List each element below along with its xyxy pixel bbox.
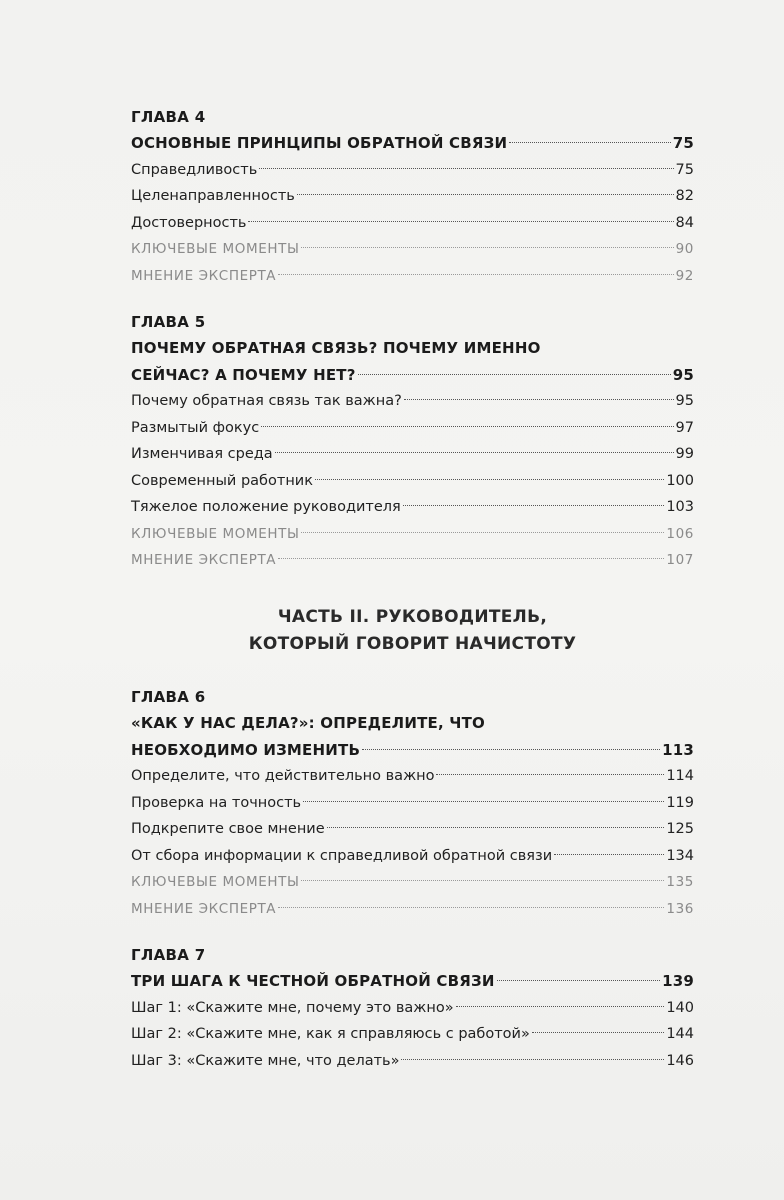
- chapter-label: ГЛАВА 7: [131, 946, 206, 964]
- toc-section-entry-text: Проверка на точность: [131, 794, 302, 811]
- chapter-block: [131, 942, 694, 1074]
- chapter-label: ГЛАВА 5: [131, 313, 206, 331]
- toc-section-entry-text: Изменчивая среда: [131, 446, 273, 462]
- chapter-title-entry-leader: [362, 749, 660, 750]
- toc-section-entry-caps-text: МНЕНИЕ ЭКСПЕРТА: [131, 552, 277, 568]
- toc-section-entry-leader: [436, 774, 664, 775]
- chapter-title-entry-page: 139: [662, 972, 694, 990]
- toc-section-entry-caps-text: КЛЮЧЕВЫЕ МОМЕНТЫ: [131, 525, 300, 542]
- chapter-title-entry-text: ТРИ ШАГА К ЧЕСТНОЙ ОБРАТНОЙ СВЯЗИ: [131, 972, 495, 990]
- toc-section-entry-leader: [248, 221, 673, 222]
- toc-section-entry-leader: [297, 194, 674, 195]
- toc-section-entry[interactable]: [131, 388, 694, 415]
- toc-section-entry-text: Целенаправленность: [131, 188, 295, 204]
- chapter-title-entry-text: НЕОБХОДИМО ИЗМЕНИТЬ: [131, 740, 361, 759]
- toc-section-entry-caps[interactable]: [131, 547, 694, 574]
- toc-section-entry[interactable]: [131, 843, 694, 870]
- toc-section-entry-caps[interactable]: [131, 263, 694, 290]
- chapter-title-entry-text: ОСНОВНЫЕ ПРИНЦИПЫ ОБРАТНОЙ СВЯЗИ: [131, 134, 508, 152]
- chapter-label: ГЛАВА 6: [131, 688, 206, 706]
- toc-section-entry-caps-page: 106: [666, 525, 694, 542]
- part-heading-line-1: ЧАСТЬ II. РУКОВОДИТЕЛЬ,: [277, 607, 548, 627]
- toc-section-entry-page: 97: [675, 419, 694, 436]
- toc-section-entry-page: 82: [675, 188, 694, 204]
- toc-section-entry-page: 146: [666, 1052, 694, 1069]
- toc-section-entry-page: 114: [666, 768, 694, 784]
- chapter-title-entry-leader: [509, 142, 671, 143]
- toc-section-entry-leader: [403, 505, 665, 506]
- part-heading: [131, 604, 694, 658]
- chapter-title-entry-text: СЕЙЧАС? А ПОЧЕМУ НЕТ?: [131, 365, 356, 384]
- toc-section-entry-page: 119: [666, 794, 694, 811]
- toc-section-entry-leader: [259, 168, 673, 169]
- toc-section-entry-caps-leader: [278, 274, 673, 275]
- toc-section-entry[interactable]: [131, 183, 694, 210]
- toc-section-entry-caps-leader: [301, 880, 664, 881]
- toc-section-entry[interactable]: [131, 1021, 694, 1048]
- chapter-title-entry[interactable]: [131, 737, 694, 764]
- toc-section-entry-caps[interactable]: [131, 896, 694, 923]
- toc-section-entry-caps[interactable]: [131, 521, 694, 548]
- toc-section-entry[interactable]: [131, 494, 694, 521]
- toc-section-entry-leader: [275, 452, 674, 453]
- part-heading-line-2: КОТОРЫЙ ГОВОРИТ НАЧИСТОТУ: [248, 634, 577, 654]
- toc-section-entry-leader: [261, 426, 673, 427]
- chapter-title-line: ПОЧЕМУ ОБРАТНАЯ СВЯЗЬ? ПОЧЕМУ ИМЕННО: [131, 339, 541, 357]
- toc-section-entry[interactable]: [131, 995, 694, 1022]
- chapter-block: [131, 309, 694, 574]
- toc-section-entry-leader: [303, 801, 664, 802]
- toc-section-entry-text: От сбора информации к справедливой обратной связи: [131, 847, 553, 864]
- chapter-title-entry-page: 113: [662, 740, 694, 759]
- toc-section-entry[interactable]: [131, 790, 694, 817]
- toc-section-entry[interactable]: [131, 415, 694, 442]
- toc-section-entry-text: Шаг 1: «Скажите мне, почему это важно»: [131, 999, 454, 1016]
- toc-section-entry-text: Достоверность: [131, 214, 247, 231]
- toc-section-entry-page: 100: [666, 472, 694, 489]
- toc-section-entry[interactable]: [131, 1048, 694, 1075]
- toc-section-entry-caps-leader: [278, 907, 664, 908]
- toc-section-entry-page: 99: [675, 446, 694, 462]
- toc-section-entry-page: 84: [675, 214, 694, 231]
- toc-section-entry-page: 140: [666, 999, 694, 1016]
- toc-section-entry-caps[interactable]: [131, 869, 694, 896]
- toc-section-entry-leader: [327, 827, 665, 828]
- toc-section-entry-page: 75: [675, 161, 694, 178]
- toc-section-entry-page: 103: [666, 499, 694, 515]
- chapter-title-entry[interactable]: [131, 968, 694, 995]
- toc-section-entry-caps-leader: [301, 247, 673, 248]
- toc-section-entry-caps[interactable]: [131, 236, 694, 263]
- toc-section-entry-leader: [532, 1032, 664, 1033]
- chapter-block: [131, 104, 694, 289]
- toc-section-entry-caps-text: КЛЮЧЕВЫЕ МОМЕНТЫ: [131, 874, 300, 890]
- toc-section-entry-caps-page: 135: [666, 874, 694, 890]
- toc-section-entry-page: 144: [666, 1026, 694, 1042]
- toc-section-entry[interactable]: [131, 468, 694, 495]
- toc-section-entry-text: Справедливость: [131, 161, 258, 178]
- toc-section-entry-text: Определите, что действительно важно: [131, 768, 435, 784]
- toc-section-entry[interactable]: [131, 763, 694, 790]
- chapter-title-entry-leader: [358, 374, 671, 375]
- toc-section-entry-caps-page: 90: [675, 241, 694, 257]
- toc-section-entry-leader: [315, 479, 664, 480]
- toc-section-entry-caps-text: КЛЮЧЕВЫЕ МОМЕНТЫ: [131, 241, 300, 257]
- table-of-contents-part-2: [131, 684, 694, 1094]
- table-of-contents-part-1: [131, 104, 694, 594]
- toc-section-entry-caps-leader: [278, 558, 664, 559]
- toc-section-entry-caps-page: 136: [666, 900, 694, 917]
- chapter-title-line: «КАК У НАС ДЕЛА?»: ОПРЕДЕЛИТЕ, ЧТО: [131, 714, 485, 732]
- toc-section-entry-leader: [456, 1006, 665, 1007]
- chapter-title-entry[interactable]: [131, 362, 694, 389]
- toc-section-entry-leader: [404, 399, 674, 400]
- chapter-block: [131, 684, 694, 922]
- toc-section-entry-caps-text: МНЕНИЕ ЭКСПЕРТА: [131, 267, 277, 284]
- chapter-title-entry[interactable]: [131, 130, 694, 157]
- toc-section-entry-caps-text: МНЕНИЕ ЭКСПЕРТА: [131, 900, 277, 917]
- toc-section-entry[interactable]: [131, 816, 694, 843]
- toc-section-entry-text: Шаг 3: «Скажите мне, что делать»: [131, 1052, 400, 1069]
- toc-section-entry-text: Почему обратная связь так важна?: [131, 393, 402, 409]
- toc-section-entry-leader: [554, 854, 664, 855]
- toc-section-entry-caps-page: 107: [666, 552, 694, 568]
- toc-section-entry-text: Размытый фокус: [131, 419, 260, 436]
- chapter-title-entry-page: 75: [672, 134, 694, 152]
- chapter-title-entry-leader: [497, 980, 660, 981]
- chapter-label: ГЛАВА 4: [131, 108, 206, 126]
- toc-section-entry-page: 134: [666, 847, 694, 864]
- toc-section-entry-page: 95: [675, 393, 694, 409]
- chapter-title-entry-page: 95: [672, 365, 694, 384]
- toc-section-entry[interactable]: [131, 441, 694, 468]
- toc-section-entry-caps-leader: [301, 532, 664, 533]
- toc-section-entry-caps-page: 92: [675, 267, 694, 284]
- toc-section-entry-text: Современный работник: [131, 472, 313, 489]
- toc-section-entry-text: Тяжелое положение руководителя: [131, 499, 401, 515]
- toc-section-entry-text: Шаг 2: «Скажите мне, как я справляюсь с работой»: [131, 1026, 530, 1042]
- toc-section-entry-text: Подкрепите свое мнение: [131, 821, 325, 837]
- toc-section-entry[interactable]: [131, 210, 694, 237]
- toc-section-entry-page: 125: [666, 821, 694, 837]
- toc-section-entry-leader: [401, 1059, 664, 1060]
- toc-section-entry[interactable]: [131, 157, 694, 184]
